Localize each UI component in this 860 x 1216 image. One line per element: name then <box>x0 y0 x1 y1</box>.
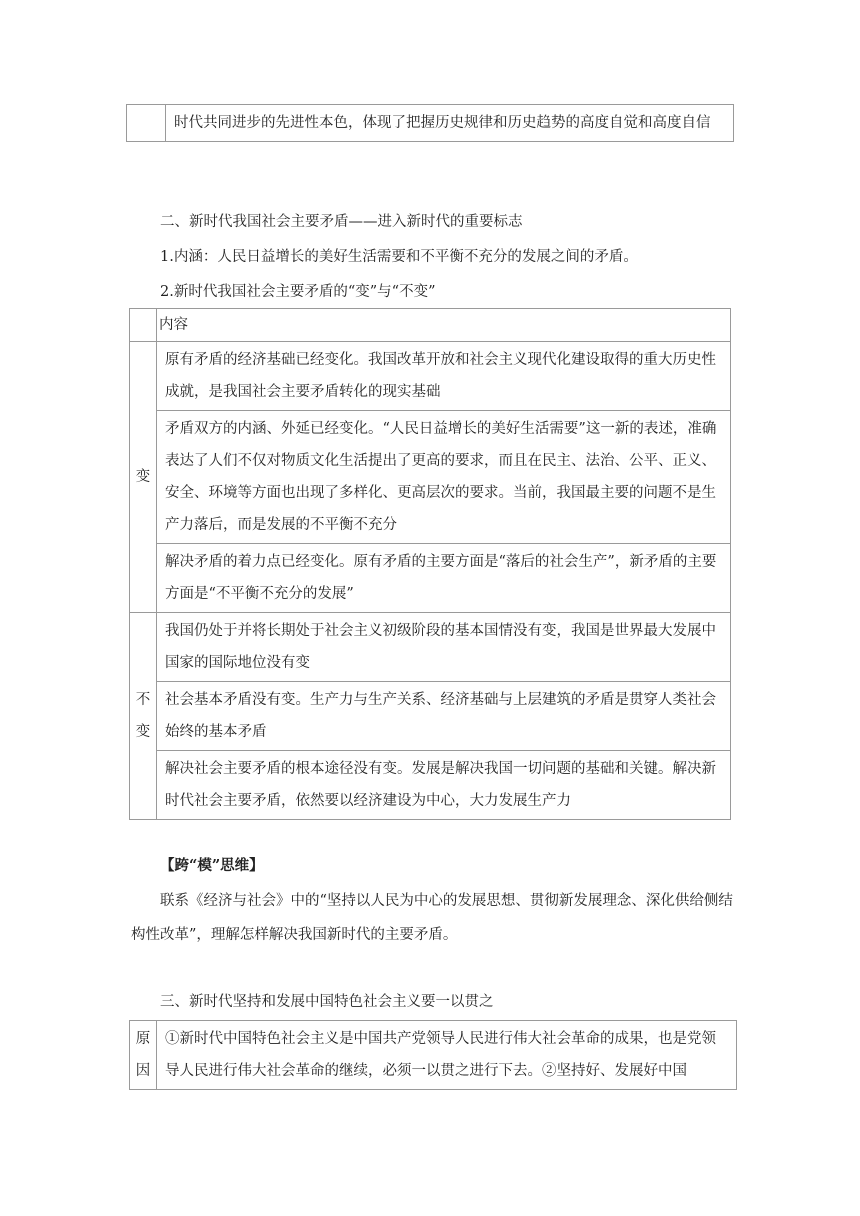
reason-label: 原因 <box>130 1021 157 1090</box>
table-row <box>130 544 731 613</box>
section2-item2: 2.新时代我国社会主要矛盾的“变”与“不变” <box>160 284 436 300</box>
table-cell: 原有矛盾的经济基础已经变化。我国改革开放和社会主义现代化建设取得的重大历史性成就，是我国社会主要矛盾转化的现实基础 <box>157 342 731 411</box>
table-cell: 解决社会主要矛盾的根本途径没有变。发展是解决我国一切问题的基础和关键。解决新时代社会主要矛盾，依然要以经济建设为中心，大力发展生产力 <box>157 751 731 820</box>
table-row <box>130 751 731 820</box>
reason-table <box>129 1020 737 1090</box>
header-content-cell: 内容 <box>157 309 731 342</box>
table-row <box>127 105 734 142</box>
change-label: 变 <box>130 342 157 613</box>
table-cell: 矛盾双方的内涵、外延已经变化。“人民日益增长的美好生活需要”这一新的表述，准确表达了人们不仅对物质文化生活提出了更高的要求，而且在民主、法治、公平、正义、安全、环境等方面也出现了多样化、更高层次的要求。当前，我国最主要的问题不是生产力落后，而是发展的不平衡不充分 <box>157 411 731 544</box>
section2-heading: 二、新时代我国社会主要矛盾——进入新时代的重要标志 <box>160 214 523 230</box>
table-row <box>130 1021 737 1090</box>
table-cell: 社会基本矛盾没有变。生产力与生产关系、经济基础与上层建筑的矛盾是贯穿人类社会始终的基本矛盾 <box>157 682 731 751</box>
section3-heading: 三、新时代坚持和发展中国特色社会主义要一以贯之 <box>160 994 494 1010</box>
crossmodel-title: 【跨“模”思维】 <box>160 857 264 874</box>
change-table <box>129 308 731 820</box>
table-cell: ①新时代中国特色社会主义是中国共产党领导人民进行伟大社会革命的成果，也是党领导人民进行伟大社会革命的继续，必须一以贯之进行下去。②坚持好、发展好中国 <box>157 1021 737 1090</box>
empty-label-cell <box>127 105 166 142</box>
table-row <box>130 682 731 751</box>
header-corner-cell <box>130 309 157 342</box>
nochange-label: 不变 <box>130 613 157 820</box>
table-cell: 解决矛盾的着力点已经变化。原有矛盾的主要方面是“落后的社会生产”，新矛盾的主要方面是“不平衡不充分的发展” <box>157 544 731 613</box>
table-row <box>130 411 731 544</box>
table-cell: 时代共同进步的先进性本色，体现了把握历史规律和历史趋势的高度自觉和高度自信 <box>166 105 734 142</box>
table-cell: 我国仍处于并将长期处于社会主义初级阶段的基本国情没有变，我国是世界最大发展中国家的国际地位没有变 <box>157 613 731 682</box>
table-row <box>130 613 731 682</box>
table-row <box>130 342 731 411</box>
table-header-row <box>130 309 731 342</box>
section2-item1: 1.内涵：人民日益增长的美好生活需要和不平衡不充分的发展之间的矛盾。 <box>160 249 638 265</box>
crossmodel-text: 联系《经济与社会》中的“坚持以人民为中心的发展思想、贯彻新发展理念、深化供给侧结构性改革”，理解怎样解决我国新时代的主要矛盾。 <box>131 893 733 943</box>
table-continued <box>126 104 734 142</box>
